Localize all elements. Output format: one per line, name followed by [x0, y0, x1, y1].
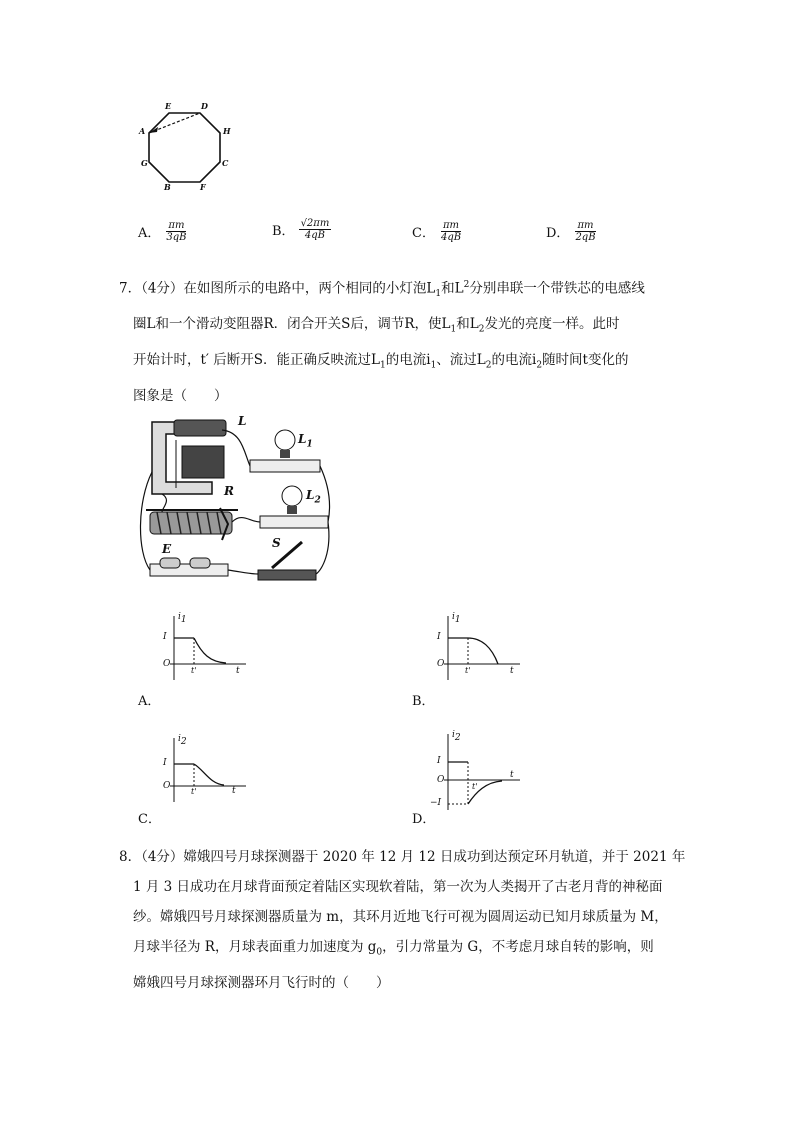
graph-t-label: t [236, 666, 240, 676]
q7-line-1: 7．（4分）在如图所示的电路中，两个相同的小灯泡$L_1$和$L^2$分别串联一个带铁芯的电感线 [119, 280, 645, 300]
q8-line-1: 8．（4分）嫦娥四号月球探测器于 2020 年 12 月 12 日成功到达预定环月轨道，并于 2021 年 [119, 849, 686, 865]
fraction-denominator: 2qB [575, 232, 596, 243]
vertex-label-B: B [164, 182, 171, 192]
option-fraction [164, 220, 188, 243]
q6-option-c[interactable] [412, 220, 463, 243]
graph-O-label: O [163, 781, 171, 791]
graph-I-label: I [163, 632, 167, 642]
q6-option-b[interactable] [272, 218, 331, 241]
label-S: S [272, 536, 281, 550]
q8-line-4: 月球半径为 R，月球表面重力加速度为 $g_0$，引力常量为 G，不考虑月球自转的影响，则 [133, 939, 654, 958]
q8-line-5: 嫦娥四号月球探测器环月飞行时的（ ） [133, 974, 390, 991]
q6-option-a[interactable] [138, 220, 189, 243]
graph-O-label: O [437, 775, 445, 785]
graph-O-label: O [437, 659, 445, 669]
option-fraction [439, 220, 463, 243]
label-L1: $L_1$ [298, 432, 313, 450]
q7-line-3: 开始计时，t′ 后断开S．能正确反映流过$L_1$的电流$i_1$、流过$L_2$的电流$i_2$随时间t变化的 [133, 351, 629, 371]
graph-c-letter: C． [138, 812, 161, 827]
circuit-figure [132, 412, 332, 590]
graph-c[interactable] [160, 734, 250, 806]
label-L: L [238, 414, 247, 428]
vertex-label-C: C [222, 158, 229, 168]
graph-d-letter: D． [412, 812, 436, 827]
q8-line-3: 纱。嫦娥四号月球探测器质量为 m，其环月近地飞行可视为圆周运动已知月球质量为 M， [133, 909, 668, 925]
q6-option-d[interactable] [546, 220, 598, 243]
graph-tprime-label: t' [465, 666, 471, 675]
option-fraction [299, 218, 332, 241]
graph-d[interactable] [430, 730, 524, 812]
q8-question-text [119, 842, 686, 998]
fraction-denominator: 4qB [304, 230, 326, 241]
graph-ylabel: $i_2$ [452, 730, 461, 743]
label-E: E [162, 542, 172, 556]
fraction-numerator: πm [577, 220, 594, 231]
graph-negI-label: −I [430, 798, 442, 808]
label-R: R [224, 484, 234, 498]
option-letter: C． [412, 226, 435, 241]
option-letter: B． [272, 224, 295, 239]
label-L2: $L_2$ [306, 488, 321, 506]
graph-b-letter: B． [412, 694, 435, 709]
vertex-label-G: G [141, 158, 148, 168]
fraction-numerator: πm [168, 220, 185, 231]
graph-ylabel: $i_1$ [178, 612, 187, 625]
option-letter: A． [138, 226, 161, 241]
q8-line-2: 1 月 3 日成功在月球背面预定着陆区实现软着陆，第一次为人类揭开了古老月背的神秘面 [133, 879, 663, 895]
graph-ylabel: $i_2$ [178, 734, 187, 747]
option-letter: D． [546, 226, 570, 241]
graph-t-label: t [510, 666, 514, 676]
fraction-denominator: 4qB [440, 232, 462, 243]
vertex-label-E: E [165, 101, 172, 111]
q7-line-4: 图象是（ ） [133, 387, 228, 404]
vertex-label-D: D [201, 101, 208, 111]
graph-tprime-label: t' [191, 787, 197, 796]
graph-a[interactable] [160, 612, 250, 684]
graph-I-label: I [437, 632, 441, 642]
graph-O-label: O [163, 659, 171, 669]
graph-t-label: t [510, 770, 514, 780]
graph-I-label: I [163, 758, 167, 768]
graph-I-label: I [437, 756, 441, 766]
graph-b[interactable] [434, 612, 524, 684]
fraction-numerator: πm [442, 220, 460, 231]
octagon-figure [138, 100, 238, 195]
graph-t-label: t [232, 786, 236, 796]
vertex-label-A: A [139, 126, 146, 136]
fraction-numerator: √2πm [300, 218, 330, 229]
q7-question-text [119, 270, 679, 411]
graph-tprime-label: t' [472, 782, 478, 791]
vertex-label-H: H [223, 126, 231, 136]
graph-tprime-label: t' [191, 666, 197, 675]
option-fraction [573, 220, 597, 243]
q7-line-2: 圈L和一个滑动变阻器R．闭合开关S后，调节R，使$L_1$和$L_2$发光的亮度一样。此时 [133, 316, 620, 335]
graph-a-letter: A． [138, 694, 161, 709]
fraction-denominator: 3qB [166, 232, 187, 243]
vertex-label-F: F [200, 182, 206, 192]
graph-ylabel: $i_1$ [452, 612, 461, 625]
